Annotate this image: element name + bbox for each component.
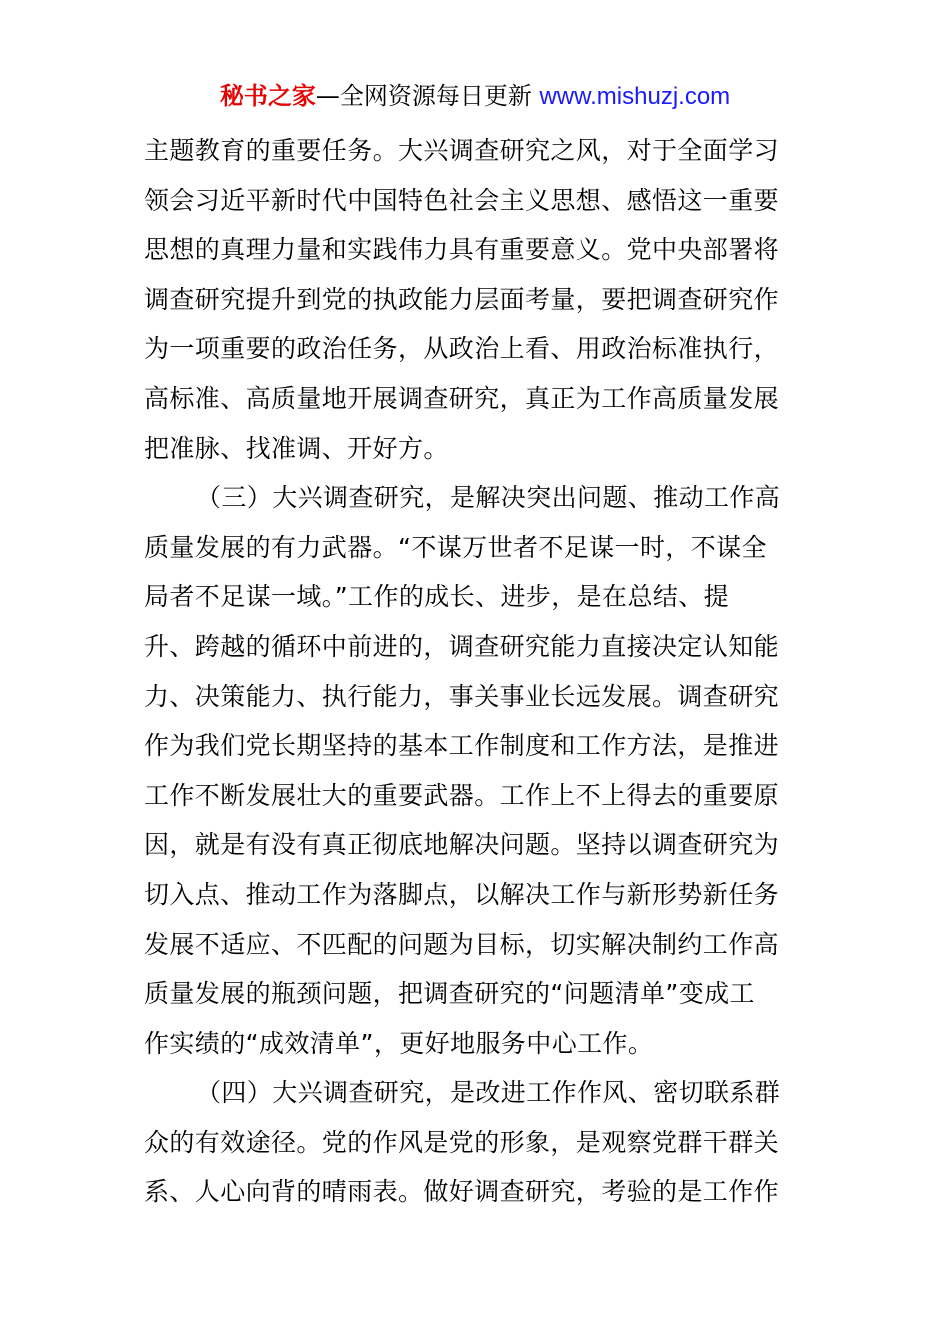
text-line: 切入点、推动工作为落脚点，以解决工作与新形势新任务 — [144, 879, 780, 909]
text-line: 高标准、高质量地开展调查研究，真正为工作高质量发展 — [144, 383, 780, 413]
text-line: 思想的真理力量和实践伟力具有重要意义。党中央部署将 — [144, 235, 780, 265]
text-line: 调查研究提升到党的执政能力层面考量，要把调查研究作 — [144, 284, 780, 314]
text-line: 力、决策能力、执行能力，事关事业长远发展。调查研究 — [144, 681, 780, 711]
site-tagline: —全网资源每日更新 — [315, 82, 540, 110]
text-line: 局者不足谋一域。”工作的成长、进步，是在总结、提 — [144, 582, 730, 612]
text-line: 作为我们党长期坚持的基本工作制度和工作方法，是推进 — [144, 731, 780, 761]
document-body — [144, 126, 814, 1217]
site-brand: 秘书之家 — [219, 82, 316, 110]
section-4-heading-line: （四）大兴调查研究，是改进工作作风、密切联系群 — [196, 1078, 781, 1108]
text-line: 升、跨越的循环中前进的，调查研究能力直接决定认知能 — [144, 631, 780, 661]
site-header — [0, 80, 950, 113]
text-line: 为一项重要的政治任务，从政治上看、用政治标准执行， — [144, 334, 780, 364]
text-line: 领会习近平新时代中国特色社会主义思想、感悟这一重要 — [144, 185, 780, 215]
text-line: 系、人心向背的晴雨表。做好调查研究，考验的是工作作 — [144, 1177, 780, 1207]
text-line: 质量发展的瓶颈问题，把调查研究的“问题清单”变成工 — [144, 979, 755, 1009]
text-line: 因，就是有没有真正彻底地解决问题。坚持以调查研究为 — [144, 830, 780, 860]
site-url-link[interactable]: www.mishuzj.com — [539, 83, 731, 110]
text-line: 主题教育的重要任务。大兴调查研究之风，对于全面学习 — [144, 136, 780, 165]
text-line: 发展不适应、不匹配的问题为目标，切实解决制约工作高 — [144, 929, 780, 959]
text-line: 质量发展的有力武器。“不谋万世者不足谋一时，不谋全 — [144, 532, 767, 562]
text-line: 把准脉、找准调、开好方。 — [144, 433, 449, 463]
text-line: 工作不断发展壮大的重要武器。工作上不上得去的重要原 — [144, 780, 780, 810]
text-line: 众的有效途径。党的作风是党的形象，是观察党群干群关 — [144, 1127, 780, 1157]
text-line: 作实绩的“成效清单”，更好地服务中心工作。 — [144, 1028, 654, 1058]
section-3-heading-line: （三）大兴调查研究，是解决突出问题、推动工作高 — [196, 483, 781, 513]
